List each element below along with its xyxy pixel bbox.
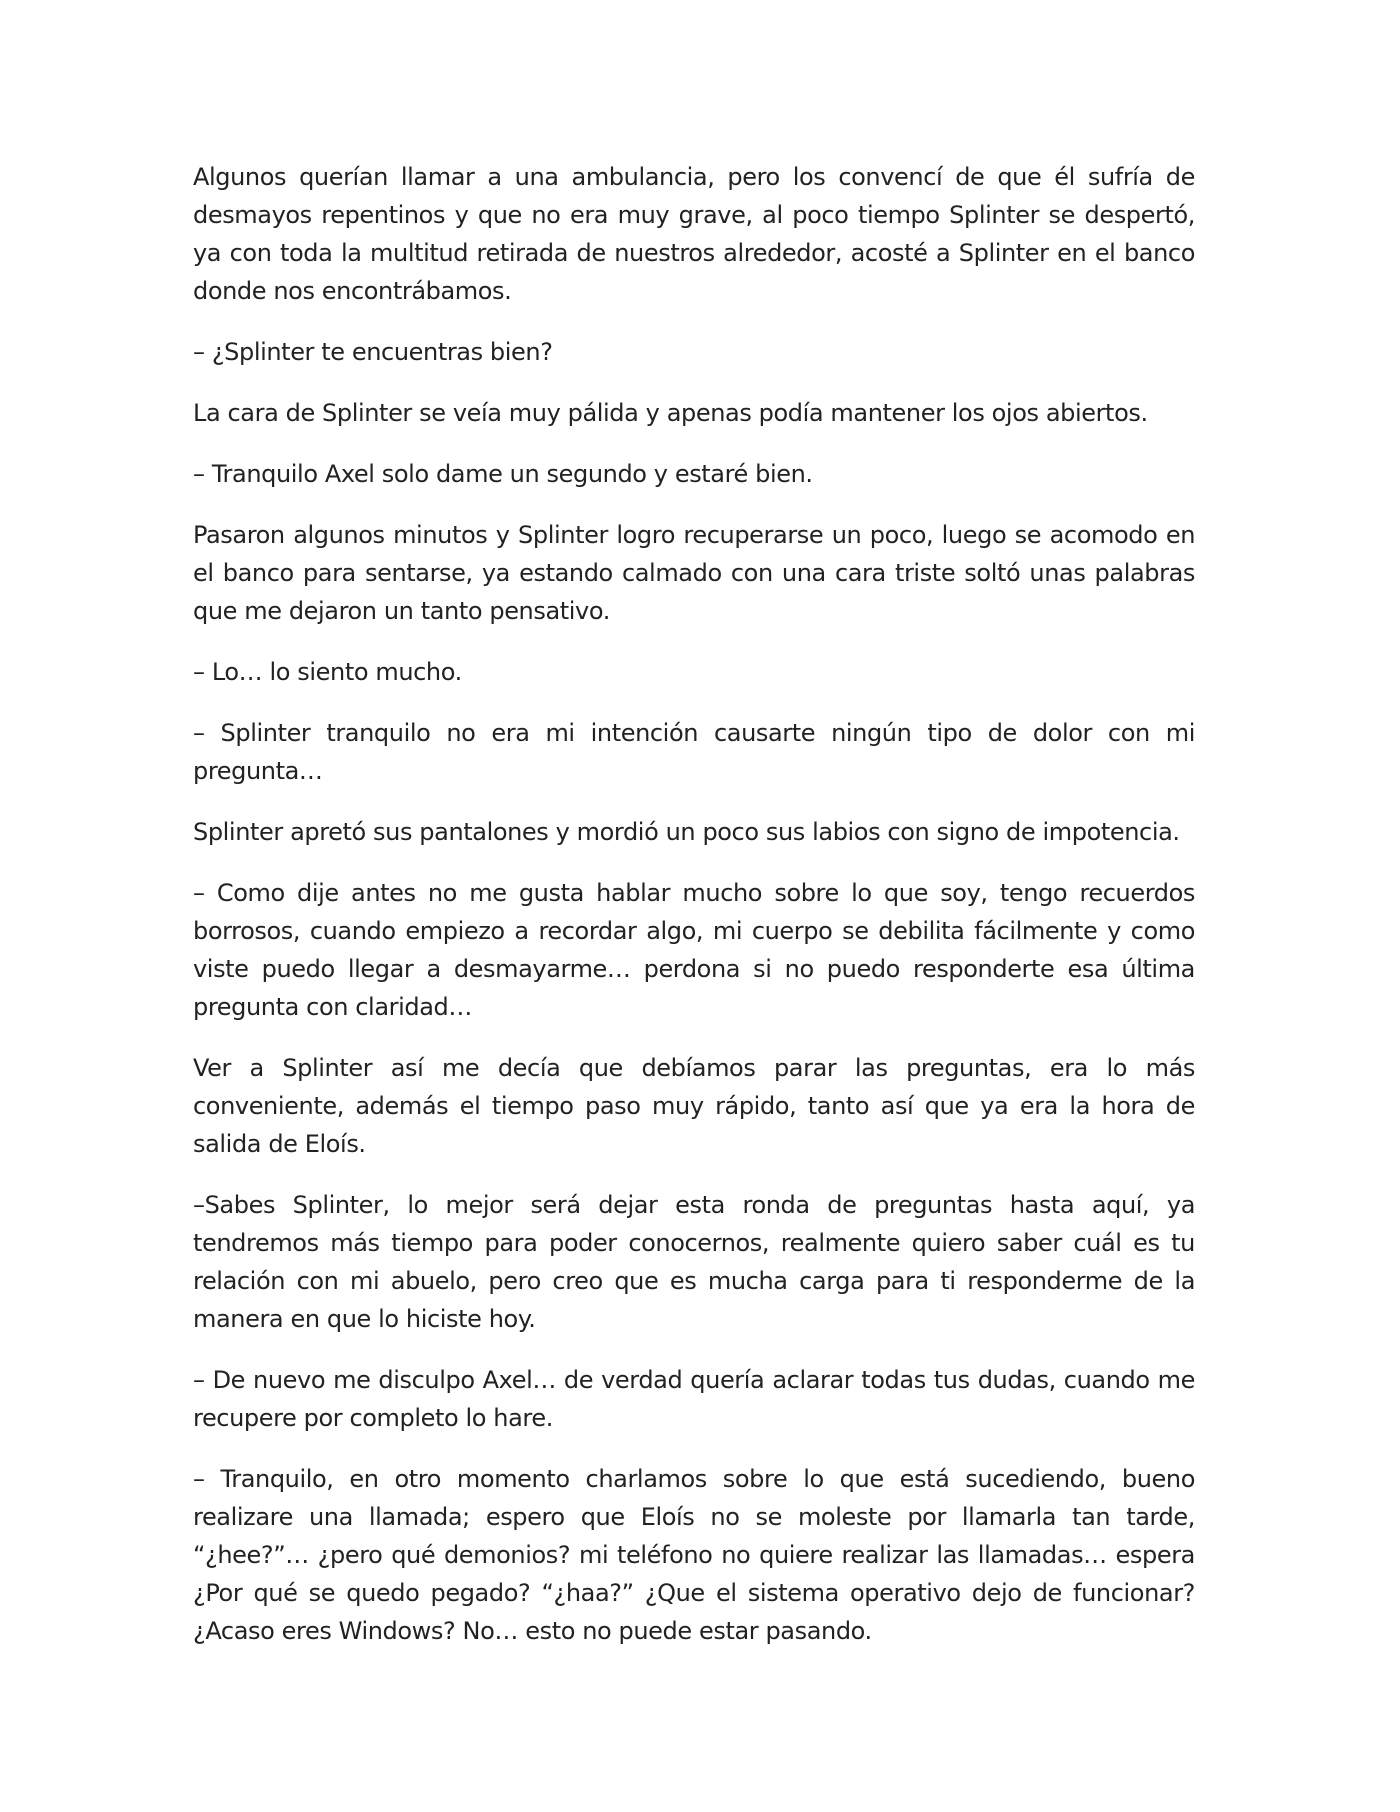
paragraph-4: – Tranquilo Axel solo dame un segundo y estaré bien. — [193, 460, 813, 488]
paragraph-7: – Splinter tranquilo no era mi intención causarte ningún tipo de dolor con mi pregunta… — [193, 719, 1195, 785]
paragraph-12: – De nuevo me disculpo Axel… de verdad quería aclarar todas tus dudas, cuando me recupere por completo lo hare. — [193, 1366, 1195, 1432]
body-text — [193, 158, 1195, 1673]
paragraph-8: Splinter apretó sus pantalones y mordió un poco sus labios con signo de impotencia. — [193, 818, 1180, 846]
paragraph-9: – Como dije antes no me gusta hablar mucho sobre lo que soy, tengo recuerdos borrosos, cuando empiezo a recordar algo, mi cuerpo se debilita fácilmente y como viste puedo llegar a desmayarme… perdona si no puedo responderte esa última pregunta con claridad… — [193, 879, 1195, 1021]
paragraph-6: – Lo… lo siento mucho. — [193, 658, 462, 686]
paragraph-13: – Tranquilo, en otro momento charlamos sobre lo que está sucediendo, bueno realizare una llamada; espero que Eloís no se moleste por llamarla tan tarde, “¿hee?”… ¿pero qué demonios? mi teléfono no quiere realizar las llamadas… espera ¿Por qué se quedo pegado? “¿haa?” ¿Que el sistema operativo dejo de funcionar? ¿Acaso eres Windows? No… esto no puede estar pasando. — [193, 1465, 1195, 1645]
paragraph-2: – ¿Splinter te encuentras bien? — [193, 338, 553, 366]
paragraph-3: La cara de Splinter se veía muy pálida y apenas podía mantener los ojos abiertos. — [193, 399, 1148, 427]
paragraph-10: Ver a Splinter así me decía que debíamos parar las preguntas, era lo más conveniente, además el tiempo paso muy rápido, tanto así que ya era la hora de salida de Eloís. — [193, 1054, 1195, 1158]
paragraph-5: Pasaron algunos minutos y Splinter logro recuperarse un poco, luego se acomodo en el banco para sentarse, ya estando calmado con una cara triste soltó unas palabras que me dejaron un tanto pensativo. — [193, 521, 1195, 625]
paragraph-11: –Sabes Splinter, lo mejor será dejar esta ronda de preguntas hasta aquí, ya tendremos más tiempo para poder conocernos, realmente quiero saber cuál es tu relación con mi abuelo, pero creo que es mucha carga para ti responderme de la manera en que lo hiciste hoy. — [193, 1191, 1195, 1333]
paragraph-1: Algunos querían llamar a una ambulancia, pero los convencí de que él sufría de desmayos repentinos y que no era muy grave, al poco tiempo Splinter se despertó, ya con toda la multitud retirada de nuestros alrededor, acosté a Splinter en el banco donde nos encontrábamos. — [193, 163, 1195, 305]
